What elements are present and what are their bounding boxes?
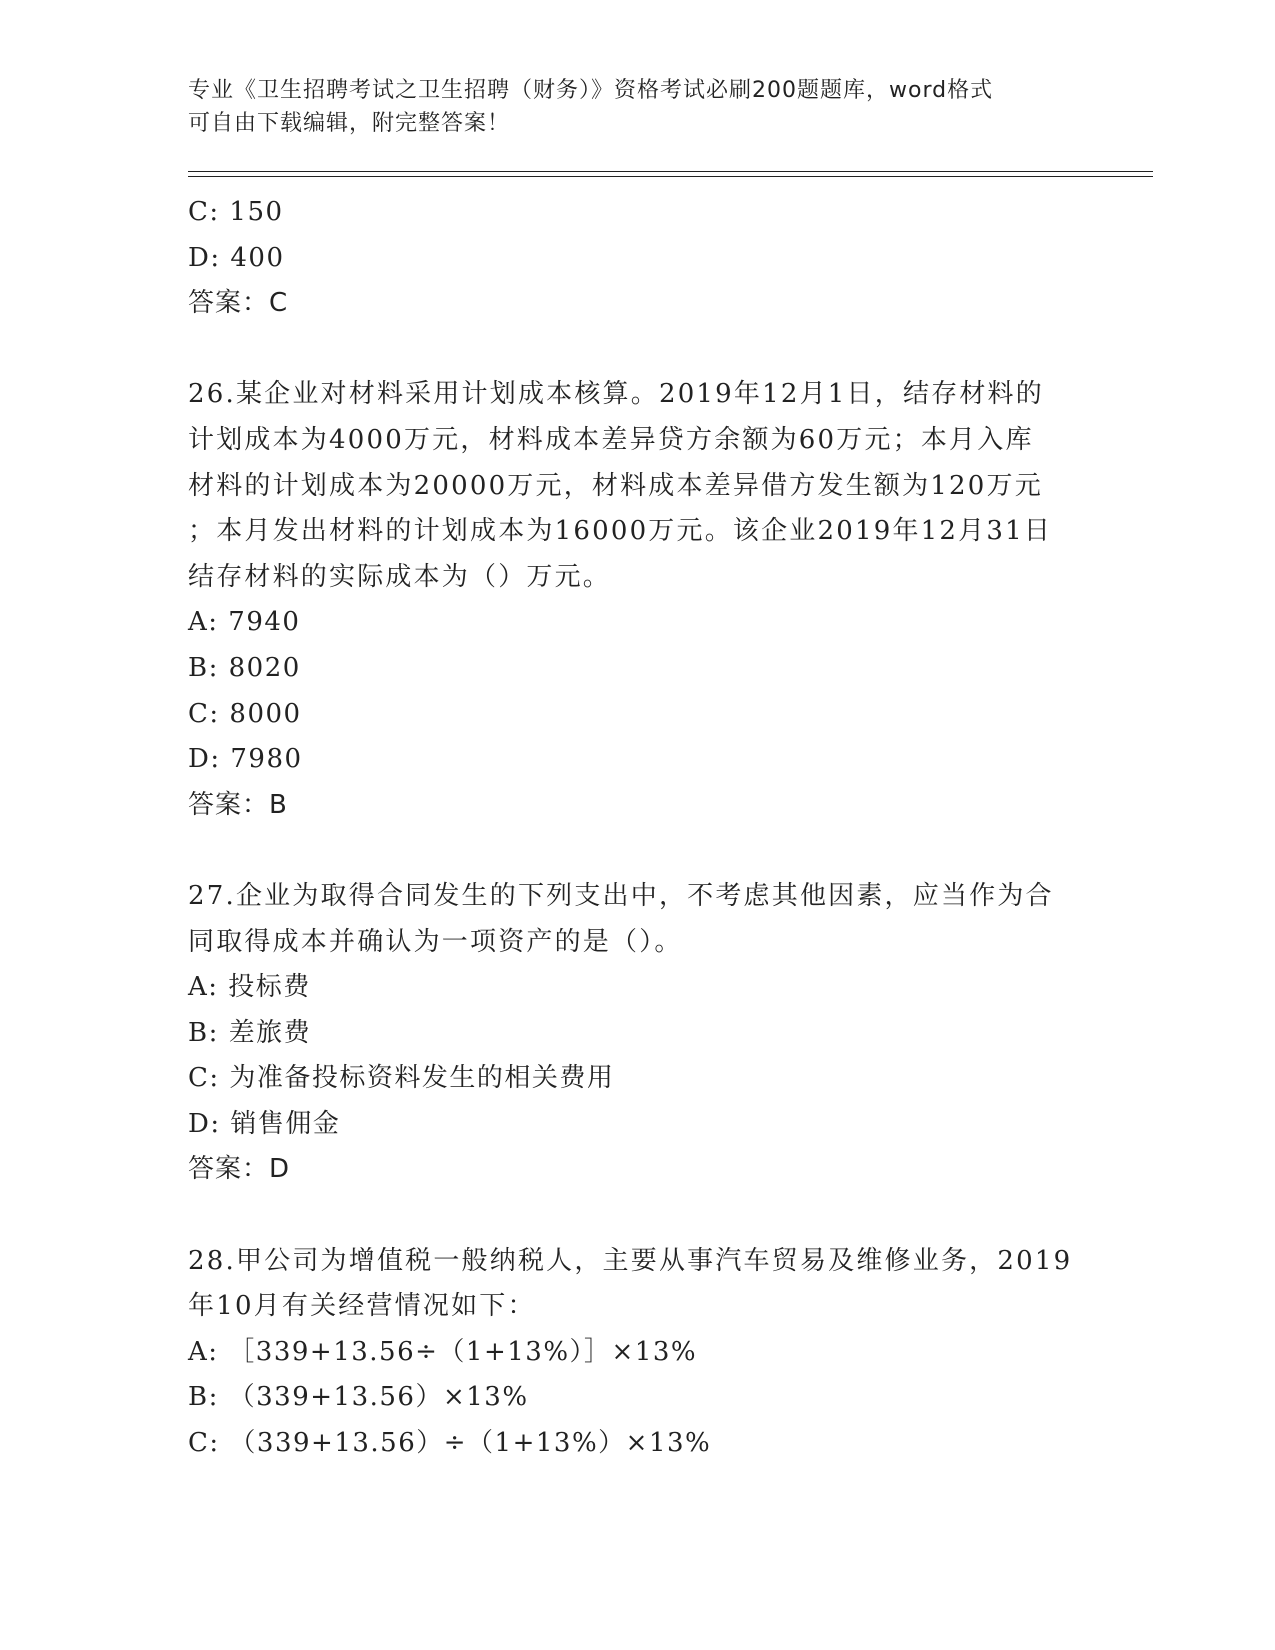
header-divider-top (188, 171, 1153, 172)
question-line: 材料的计划成本为20000万元，材料成本差异借方发生额为120万元 (188, 470, 1043, 501)
question-line: 同取得成本并确认为一项资产的是（）。 (188, 926, 683, 957)
option-c: C: （339+13.56）÷（1+13%）×13% (188, 1428, 712, 1459)
question-line: 26.某企业对材料采用计划成本核算。2019年12月1日，结存材料的 (188, 379, 1044, 410)
answer: 答案：D (188, 1154, 291, 1185)
option-b: B: 8020 (188, 652, 301, 683)
option-c: C: 150 (188, 197, 284, 227)
question-28 (188, 1239, 1088, 1467)
option-d: D: 7980 (188, 744, 303, 775)
spacer (188, 828, 1088, 874)
header-line-2: 可自由下载编辑，附完整答案！ (188, 111, 511, 136)
question-line: 年10月有关经营情况如下： (188, 1291, 536, 1322)
option-d: D: 销售佣金 (188, 1108, 341, 1139)
spacer (188, 1193, 1088, 1239)
question-27 (188, 874, 1088, 1193)
option-b: B: （339+13.56）×13% (188, 1382, 529, 1413)
option-b: B: 差旅费 (188, 1017, 312, 1048)
question-line: 计划成本为4000万元，材料成本差异贷方余额为60万元；本月入库 (188, 424, 1034, 455)
question-text (188, 874, 1088, 965)
option-d: D: 400 (188, 242, 285, 273)
question-line: 27.企业为取得合同发生的下列支出中，不考虑其他因素，应当作为合 (188, 880, 1054, 911)
option-a: A: 7940 (188, 607, 301, 638)
option-a: A: ［339+13.56÷（1+13%）］×13% (188, 1336, 698, 1367)
option-c: C: 为准备投标资料发生的相关费用 (188, 1063, 615, 1094)
answer: 答案：B (188, 789, 288, 820)
header-line-1: 专业《卫生招聘考试之卫生招聘（财务）》资格考试必刷200题题库，word格式 (188, 78, 994, 103)
question-line: ；本月发出材料的计划成本为16000万元。该企业2019年12月31日 (188, 516, 1053, 547)
question-text (188, 1239, 1088, 1330)
question-line: 28.甲公司为增值税一般纳税人，主要从事汽车贸易及维修业务，2019 (188, 1245, 1073, 1276)
question-text (188, 372, 1088, 600)
question-26 (188, 372, 1088, 828)
header-divider-bottom (188, 176, 1153, 177)
question-content (188, 190, 1088, 1467)
question-line: 结存材料的实际成本为（）万元。 (188, 561, 612, 592)
option-a: A: 投标费 (188, 972, 311, 1003)
spacer (188, 327, 1088, 373)
previous-question-tail (188, 190, 1088, 327)
page-header (188, 74, 1068, 140)
option-c: C: 8000 (188, 698, 302, 729)
answer: 答案：C (188, 288, 289, 319)
